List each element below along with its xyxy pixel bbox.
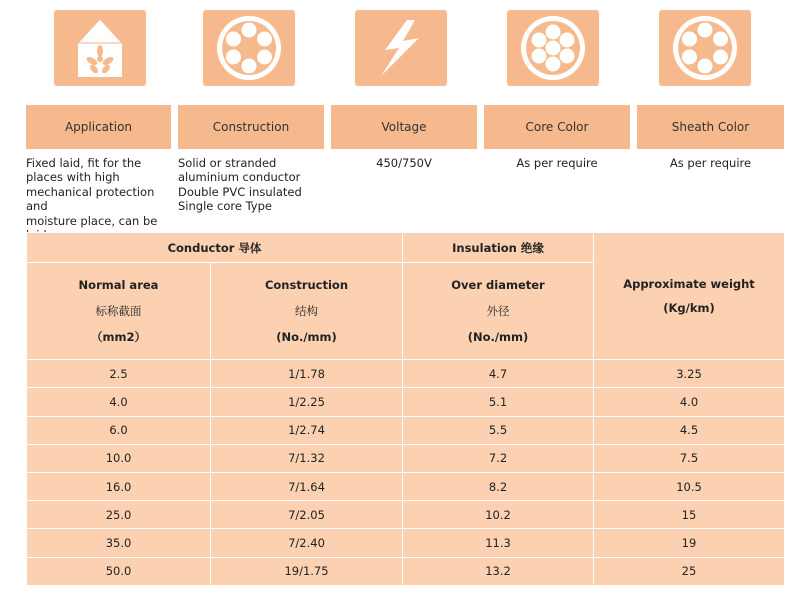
core-color-value: As per require [516, 156, 598, 170]
normal-area-cell: 35.0 [27, 529, 211, 557]
construction-header [211, 263, 403, 360]
stranded-conductor-icon [214, 13, 284, 83]
construction-cell: 7/2.05 [211, 501, 403, 529]
over-diameter-cell: 13.2 [403, 557, 594, 585]
table-row [27, 388, 785, 416]
over-diameter-cell: 7.2 [403, 444, 594, 472]
sheath-color-value: As per require [669, 156, 752, 170]
over-diameter-cell: 10.2 [403, 501, 594, 529]
table-row [27, 529, 785, 557]
normal-area-cell: 25.0 [27, 501, 211, 529]
weight-cell: 10.5 [594, 473, 785, 501]
table-row [27, 557, 785, 585]
over-diameter-header [403, 263, 594, 360]
weight-header-en: Approximate weight [623, 277, 755, 292]
insulation-group-header: Insulation 绝缘 [403, 233, 594, 263]
weight-cell: 25 [594, 557, 785, 585]
construction-cell: 1/2.74 [211, 416, 403, 444]
label-core-color: Core Color [484, 105, 630, 149]
table-row [27, 444, 785, 472]
construction-unit: (No./mm) [276, 330, 337, 345]
normal-area-cell: 2.5 [27, 360, 211, 388]
weight-header [594, 233, 785, 360]
voltage-tile [355, 10, 447, 86]
normal-area-cell: 50.0 [27, 557, 211, 585]
core-strands-icon [518, 13, 588, 83]
voltage-value: 450/750V [376, 156, 432, 170]
table-row [27, 501, 785, 529]
over-diameter-cell: 5.1 [403, 388, 594, 416]
core-color-tile [507, 10, 599, 86]
construction-cn: 结构 [295, 304, 318, 319]
application-tile [54, 10, 146, 86]
over-diameter-cell: 11.3 [403, 529, 594, 557]
table-row [27, 360, 785, 388]
label-row [0, 105, 800, 149]
sheath-color-tile [659, 10, 751, 86]
conductor-group-header: Conductor 导体 [27, 233, 403, 263]
construction-cell: 1/2.25 [211, 388, 403, 416]
weight-header-unit: (Kg/km) [663, 301, 715, 316]
construction-description: Solid or stranded aluminium conductor Double PVC insulated Single core Type [178, 156, 302, 214]
over-diameter-unit: (No./mm) [467, 330, 529, 345]
table-row [27, 416, 785, 444]
over-diameter-en: Over diameter [451, 278, 545, 293]
label-construction: Construction [178, 105, 324, 149]
label-application: Application [26, 105, 171, 149]
spec-table [26, 232, 785, 586]
table-row [27, 473, 785, 501]
weight-cell: 3.25 [594, 360, 785, 388]
normal-area-cell: 10.0 [27, 444, 211, 472]
label-sheath-color: Sheath Color [637, 105, 784, 149]
weight-cell: 4.0 [594, 388, 785, 416]
application-description: Fixed laid, fit for the places with high mechanical protection and moisture place, can be [26, 156, 158, 228]
icon-row [0, 10, 800, 90]
construction-cell: 1/1.78 [211, 360, 403, 388]
over-diameter-cell: 8.2 [403, 473, 594, 501]
normal-area-en: Normal area [78, 278, 159, 293]
construction-cell: 7/1.64 [211, 473, 403, 501]
over-diameter-cn: 外径 [486, 304, 510, 319]
sheath-strands-icon [670, 13, 740, 83]
over-diameter-cell: 4.7 [403, 360, 594, 388]
weight-cell: 4.5 [594, 416, 785, 444]
normal-area-cell: 6.0 [27, 416, 211, 444]
weight-cell: 19 [594, 529, 785, 557]
weight-cell: 15 [594, 501, 785, 529]
construction-en: Construction [264, 278, 349, 293]
normal-area-cell: 16.0 [27, 473, 211, 501]
normal-area-header [27, 263, 211, 360]
house-fan-icon [70, 15, 130, 81]
weight-cell: 7.5 [594, 444, 785, 472]
normal-area-cn: 标称截面 [95, 304, 142, 319]
construction-cell: 19/1.75 [211, 557, 403, 585]
normal-area-cell: 4.0 [27, 388, 211, 416]
normal-area-unit: （mm2） [91, 330, 146, 345]
label-voltage: Voltage [331, 105, 477, 149]
lightning-bolt-icon [371, 16, 431, 80]
over-diameter-cell: 5.5 [403, 416, 594, 444]
construction-cell: 7/2.40 [211, 529, 403, 557]
construction-tile [203, 10, 295, 86]
construction-cell: 7/1.32 [211, 444, 403, 472]
